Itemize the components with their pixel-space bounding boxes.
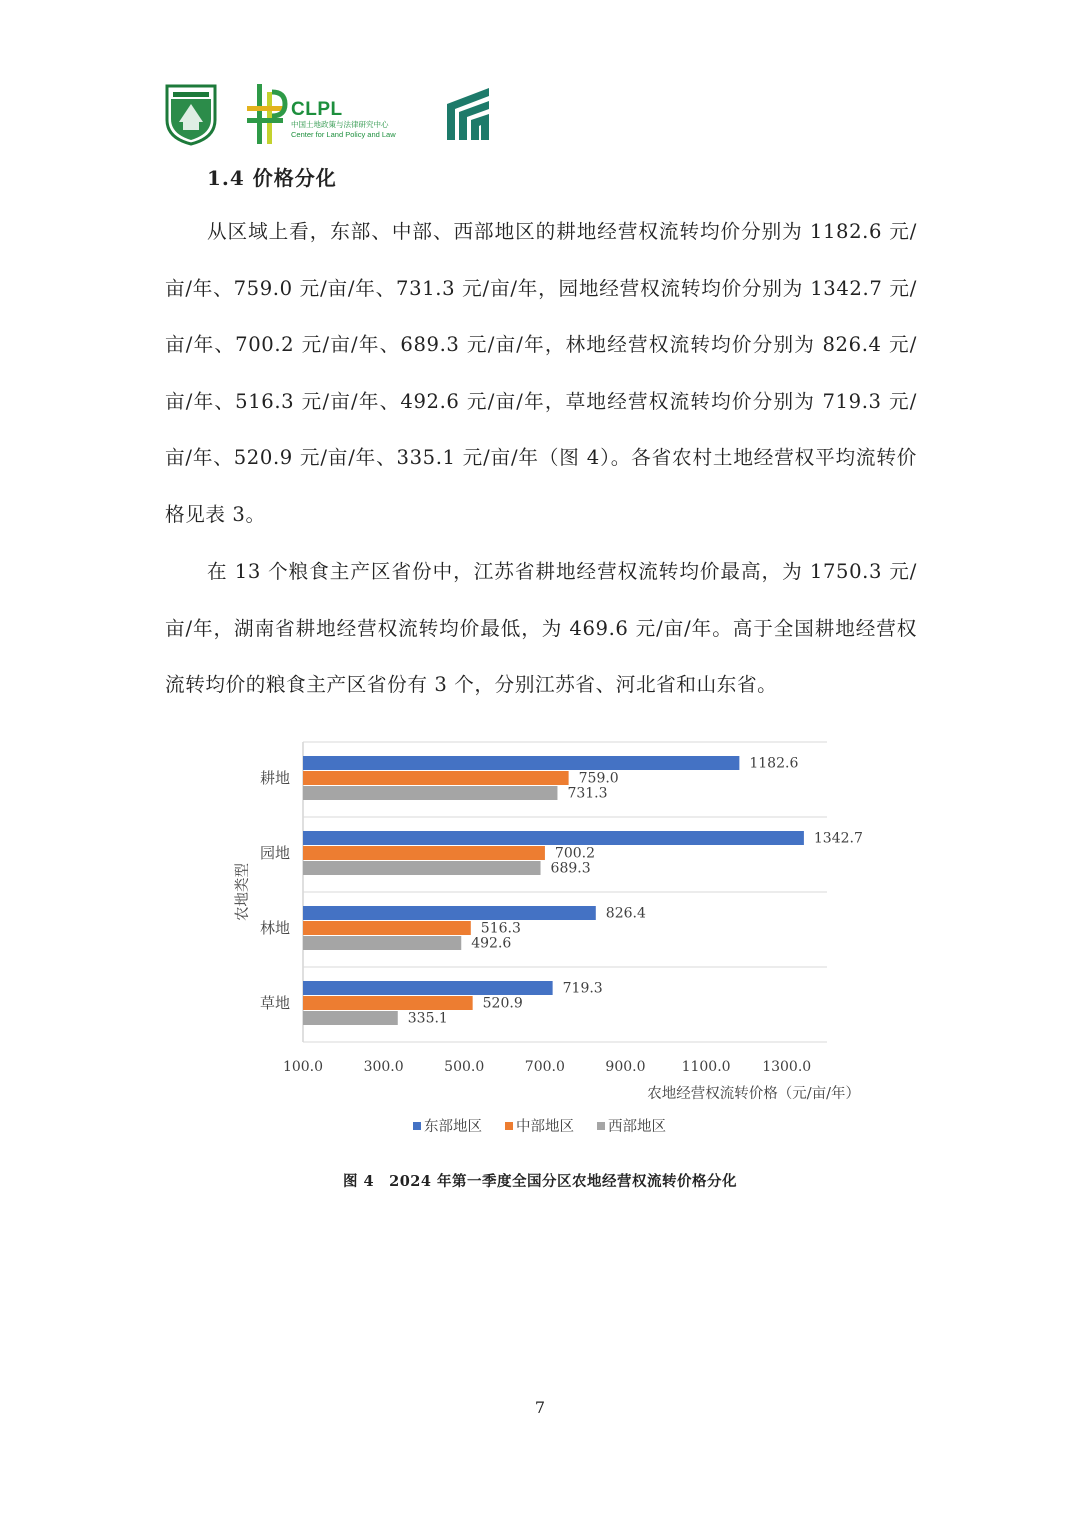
university-logo (163, 82, 219, 146)
category-label: 林地 (259, 919, 290, 937)
figure-caption: 图 4 2024 年第一季度全国分区农地经营权流转价格分化 (342, 1173, 738, 1190)
bar-0-2 (303, 786, 557, 800)
clpl-cn-name: 中国土地政策与法律研究中心 (291, 120, 389, 129)
clpl-name: CLPL (291, 99, 343, 120)
page-number: 7 (534, 1398, 546, 1417)
x-tick-label: 100.0 (282, 1059, 324, 1075)
price-bar-chart (230, 730, 880, 1150)
legend-swatch (505, 1122, 513, 1130)
x-axis-title: 农地经营权流转价格（元/亩/年） (647, 1086, 860, 1102)
bar-3-1 (303, 996, 473, 1010)
legend-label: 东部地区 (424, 1119, 482, 1135)
legend-label: 中部地区 (516, 1119, 574, 1135)
x-tick-label: 700.0 (524, 1059, 565, 1075)
x-tick-label: 900.0 (605, 1059, 646, 1075)
paragraph-regional-prices: 从区域上看，东部、中部、西部地区的耕地经营权流转均价分别为 1182.6 元/亩/年、759.0 元/亩/年、731.3 元/亩/年，园地经营权流转均价分别为 1342.7 元/亩/年、700.2 元/亩/年、689.3 元/亩/年，林地经营权流转均价分别为 826.4 元/亩/年、516.3 元/亩/年、492.6 元/亩/年，草地经营权流转均价分别为 719.3 元/亩/年、520.9 元/亩/年、335.1 元/亩/年（图 4）。各省农村土地经营权平均流转价格见表 3。 (165, 220, 917, 526)
bar-1-1 (303, 846, 545, 860)
x-tick-label: 500.0 (444, 1059, 485, 1075)
x-tick-label: 1300.0 (762, 1059, 812, 1075)
paragraph-grain-provinces: 在 13 个粮食主产区省份中，江苏省耕地经营权流转均价最高，为 1750.3 元/亩/年，湖南省耕地经营权流转均价最低，为 469.6 元/亩/年。高于全国耕地经营权流转均价的粮食主产区省份有 3 个，分别江苏省、河北省和山东省。 (165, 560, 917, 697)
bar-value-label: 520.9 (482, 995, 523, 1012)
bar-2-2 (303, 936, 461, 950)
bar-1-0 (303, 831, 804, 845)
bar-value-label: 759.0 (578, 770, 619, 787)
bar-value-label: 689.3 (550, 860, 591, 877)
bar-value-label: 1342.7 (813, 830, 863, 847)
bar-value-label: 700.2 (554, 845, 596, 862)
legend-label: 西部地区 (608, 1119, 666, 1135)
bar-value-label: 492.6 (471, 935, 512, 952)
bar-3-2 (303, 1011, 398, 1025)
bar-0-0 (303, 756, 739, 770)
bar-2-0 (303, 906, 596, 920)
bar-2-1 (303, 921, 471, 935)
bar-value-label: 719.3 (562, 980, 603, 997)
category-label: 草地 (259, 994, 290, 1012)
bar-1-2 (303, 861, 541, 875)
bar-value-label: 516.3 (480, 920, 521, 937)
clpl-logo-text (291, 100, 396, 140)
x-tick-label: 300.0 (363, 1059, 404, 1075)
legend-swatch (413, 1122, 421, 1130)
bar-value-label: 335.1 (407, 1010, 448, 1027)
y-axis-title: 农地类型 (235, 863, 251, 921)
chart-svg (230, 730, 880, 1150)
bar-3-0 (303, 981, 553, 995)
clpl-en-name: Center for Land Policy and Law (291, 130, 396, 139)
x-tick-label: 1100.0 (681, 1059, 731, 1075)
bar-value-label: 731.3 (567, 785, 608, 802)
bar-value-label: 826.4 (605, 905, 646, 922)
section-title: 1.4 价格分化 (207, 166, 337, 190)
bar-0-1 (303, 771, 569, 785)
legend-swatch (597, 1122, 605, 1130)
category-label: 耕地 (259, 769, 290, 787)
institute-logo (445, 84, 491, 142)
category-label: 园地 (259, 844, 290, 862)
bar-value-label: 1182.6 (749, 755, 799, 772)
